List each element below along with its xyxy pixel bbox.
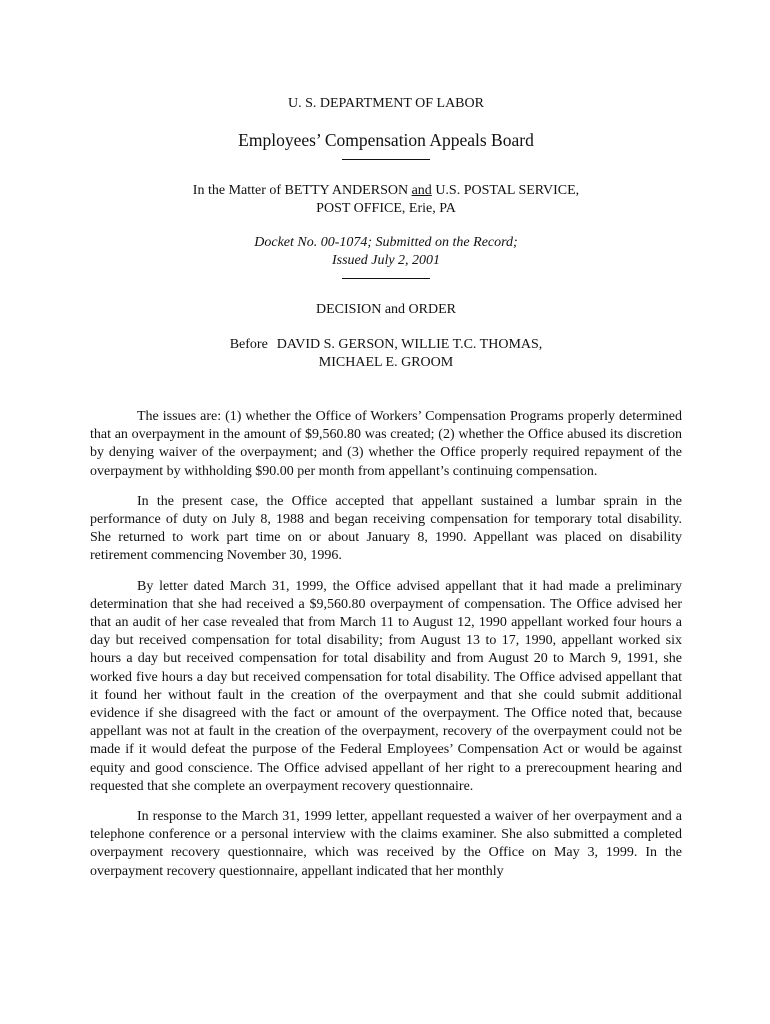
docket-line-2: Issued July 2, 2001 (331, 253, 441, 268)
department-heading: U. S. DEPARTMENT OF LABOR (288, 96, 484, 111)
paragraph: In response to the March 31, 1999 letter, appellant requested a waiver of her overpayment and a telephone conference or a personal interview with the claims examiner. She also submitted a completed overpayment recovery questionnaire, which was received by the Office on May 3, 1999. In the overpayment recovery questionnaire, appellant indicated that her monthly (90, 809, 682, 879)
panel-line-2: MICHAEL E. GROOM (318, 355, 454, 370)
panel-names-1: DAVID S. GERSON, WILLIE T.C. THOMAS, (276, 337, 543, 352)
matter-caption (90, 182, 682, 218)
paragraph: In the present case, the Office accepted that appellant sustained a lumbar sprain in the performance of duty on July 8, 1988 and began receiving compensation for temporary total disability. She returned to work part time on or about January 8, 1990. Appellant was placed on disability retirement commencing November 30, 1996. (90, 493, 682, 564)
panel-line-1 (90, 336, 682, 354)
docket-rule (342, 278, 430, 279)
paragraph: By letter dated March 31, 1999, the Office advised appellant that it had made a preliminary determination that she had received a $9,560.80 overpayment of compensation. The Office advised her that an audit of her case revealed that from March 11 to August 12, 1990 appellant worked four hours a day but received compensation for total disability; from August 13 to 17, 1990, appellant worked six hours a day but received compensation for total disability and from August 20 to March 9, 1991, she worked five hours a day but received compensation for total disability. The Office advised appellant that it found her without fault in the creation of the overpayment and that she could submit additional evidence if she disagreed with the fact or amount of the overpayment. The Office noted that, because appellant was not at fault in the creation of the overpayment, recovery of the overpayment could not be made if it would defeat the purpose of the Federal Employees’ Compensation Act or would be against equity and good conscience. The Office advised appellant of her right to a prerecoupment hearing and requested that she complete an overpayment recovery questionnaire. (90, 578, 682, 794)
matter-line-2: POST OFFICE, Erie, PA (316, 201, 456, 216)
docket-line-1: Docket No. 00-1074; Submitted on the Record; (254, 235, 518, 250)
paragraph: The issues are: (1) whether the Office of Workers’ Compensation Programs properly determined that an overpayment in the amount of $9,560.80 was created; (2) whether the Office abused its discretion by denying waiver of the overpayment; and (3) whether the Office properly required repayment of the overpayment by withholding $90.00 per month from appellant’s continuing compensation. (90, 409, 682, 479)
docket-info (90, 234, 682, 270)
matter-conjunction: and (411, 183, 432, 198)
decision-body (90, 408, 682, 881)
panel-members (90, 336, 682, 372)
before-label: Before (229, 337, 268, 352)
decision-title: DECISION and ORDER (316, 302, 456, 317)
matter-line-1 (90, 182, 682, 200)
matter-suffix: U.S. POSTAL SERVICE, (435, 183, 580, 198)
title-rule (342, 159, 430, 160)
matter-prefix: In the Matter of BETTY ANDERSON (192, 183, 409, 198)
board-title: Employees’ Compensation Appeals Board (238, 130, 534, 150)
